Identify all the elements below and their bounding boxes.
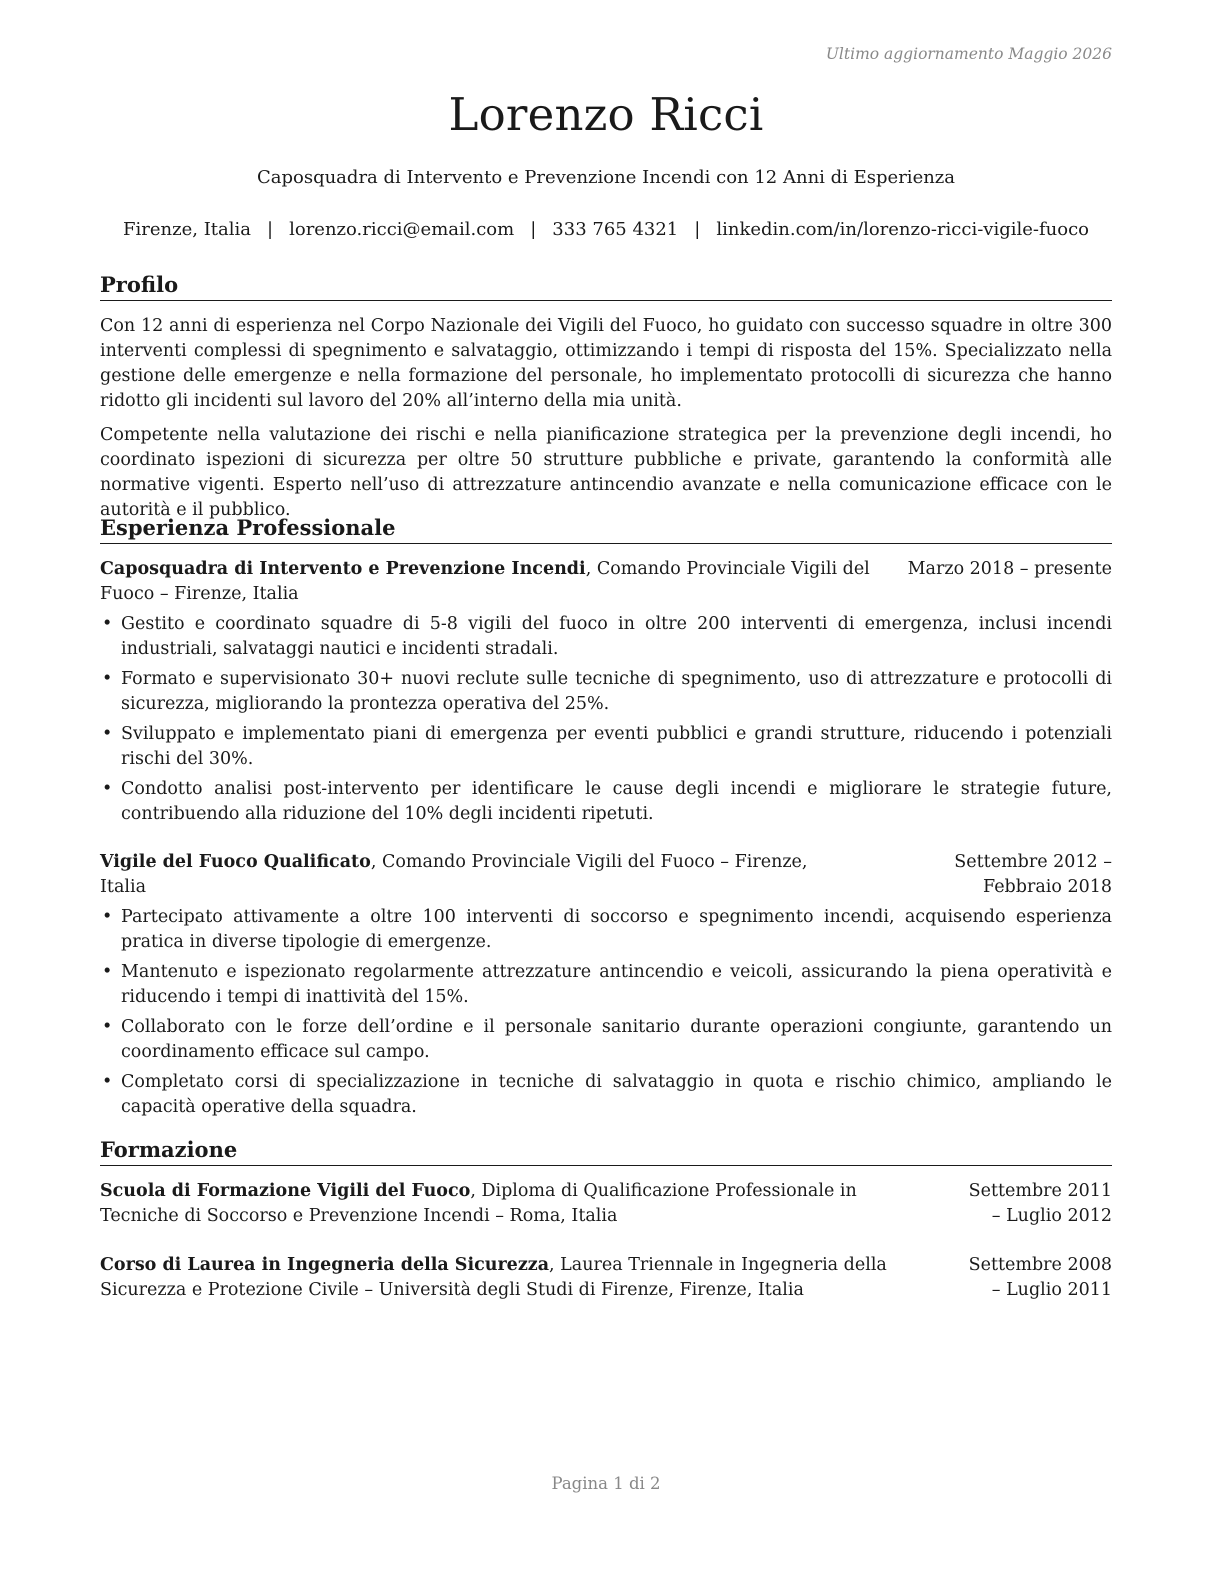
job-role: Caposquadra di Intervento e Prevenzione Incendi (100, 559, 586, 579)
list-item: • Condotto analisi post-intervento per identificare le cause degli incendi e migliorare le strategie future, contribuendo alla riduzione del 10% degli incidenti ripetuti. (100, 777, 1112, 827)
contact-separator: | (694, 219, 701, 240)
education-entry (100, 1253, 1112, 1303)
contact-separator: | (530, 219, 537, 240)
job-dates: Marzo 2018 – presente (907, 559, 1112, 579)
profile-paragraph: Competente nella valutazione dei rischi e nella pianificazione strategica per la prevenzione degli incendi, ho coordinato ispezioni di sicurezza per oltre 50 strutture pubbliche e private, garantendo la conformità alle normative vigenti. Esperto nell’uso di attrezzature antincendio avanzate e nella comunicazione efficace con le autorità e il pubblico. (100, 425, 1112, 520)
education-detail: , Diploma di Qualificazione Professionale in Tecniche di Soccorso e Prevenzione Incendi – Roma, Italia (100, 1181, 857, 1226)
list-item: • Collaborato con le forze dell’ordine e il personale sanitario durante operazioni congiunte, garantendo un coordinamento efficace sul campo. (100, 1015, 1112, 1065)
contact-linkedin[interactable]: linkedin.com/in/lorenzo-ricci-vigile-fuoco (716, 219, 1089, 240)
profile-paragraph: Con 12 anni di esperienza nel Corpo Nazionale dei Vigili del Fuoco, ho guidato con successo squadre in oltre 300 interventi complessi di spegnimento e salvataggio, ottimizzando i tempi di risposta del 15%. Specializzato nella gestione delle emergenze e nella formazione del personale, ho implementato protocolli di sicurezza che hanno ridotto gli incidenti sul lavoro del 20% all’interno della mia unità. (100, 316, 1112, 411)
section-title-profile: Profilo (100, 272, 1112, 301)
job-bullets (100, 612, 1112, 832)
contact-line (100, 219, 1112, 240)
contact-separator: | (267, 219, 274, 240)
list-item: • Formato e supervisionato 30+ nuovi reclute sulle tecniche di spegnimento, uso di attrezzature e protocolli di sicurezza, migliorando la prontezza operativa del 25%. (100, 667, 1112, 717)
list-item: • Gestito e coordinato squadre di 5-8 vigili del fuoco in oltre 200 interventi di emergenza, inclusi incendi industriali, salvataggi nautici e incidenti stradali. (100, 612, 1112, 662)
list-item: • Completato corsi di specializzazione in tecniche di salvataggio in quota e rischio chimico, ampliando le capacità operative della squadra. (100, 1070, 1112, 1120)
education-entry (100, 1179, 1112, 1229)
job-role: Vigile del Fuoco Qualificato (100, 852, 371, 872)
job-bullets (100, 905, 1112, 1125)
job-header (100, 557, 1112, 607)
section-title-experience: Esperienza Professionale (100, 515, 1112, 544)
list-item: • Sviluppato e implementato piani di emergenza per eventi pubblici e grandi strutture, riducendo i potenziali rischi del 30%. (100, 722, 1112, 772)
contact-phone[interactable]: 333 765 4321 (552, 219, 679, 240)
education-detail: , Laurea Triennale in Ingegneria della Sicurezza e Protezione Civile – Università degli Studi di Firenze, Firenze, Italia (100, 1255, 887, 1300)
tagline: Caposquadra di Intervento e Prevenzione Incendi con 12 Anni di Esperienza (256, 167, 956, 188)
job-dates: Settembre 2012 – Febbraio 2018 (954, 852, 1112, 897)
job-organization: , Comando Provinciale Vigili del Fuoco – Firenze, Italia (100, 559, 870, 604)
contact-email[interactable]: lorenzo.ricci@email.com (289, 219, 515, 240)
page-number: Pagina 1 di 2 (551, 1474, 661, 1493)
contact-location: Firenze, Italia (123, 219, 252, 240)
education-dates: Settembre 2011 – Luglio 2012 (968, 1181, 1112, 1226)
education-dates: Settembre 2008 – Luglio 2011 (968, 1255, 1112, 1300)
list-item: • Partecipato attivamente a oltre 100 interventi di soccorso e spegnimento incendi, acquisendo esperienza pratica in diverse tipologie di emergenze. (100, 905, 1112, 955)
section-title-education: Formazione (100, 1137, 1112, 1166)
last-updated: Ultimo aggiornamento Maggio 2026 (825, 45, 1112, 63)
job-header (100, 850, 1112, 900)
candidate-name: Lorenzo Ricci (448, 88, 764, 141)
job-organization: , Comando Provinciale Vigili del Fuoco – Firenze, Italia (100, 852, 808, 897)
resume-page (100, 0, 1112, 1584)
list-item: • Mantenuto e ispezionato regolarmente attrezzature antincendio e veicoli, assicurando la piena operatività e riducendo i tempi di inattività del 15%. (100, 960, 1112, 1010)
education-institution: Corso di Laurea in Ingegneria della Sicurezza (100, 1255, 550, 1275)
education-institution: Scuola di Formazione Vigili del Fuoco (100, 1181, 471, 1201)
